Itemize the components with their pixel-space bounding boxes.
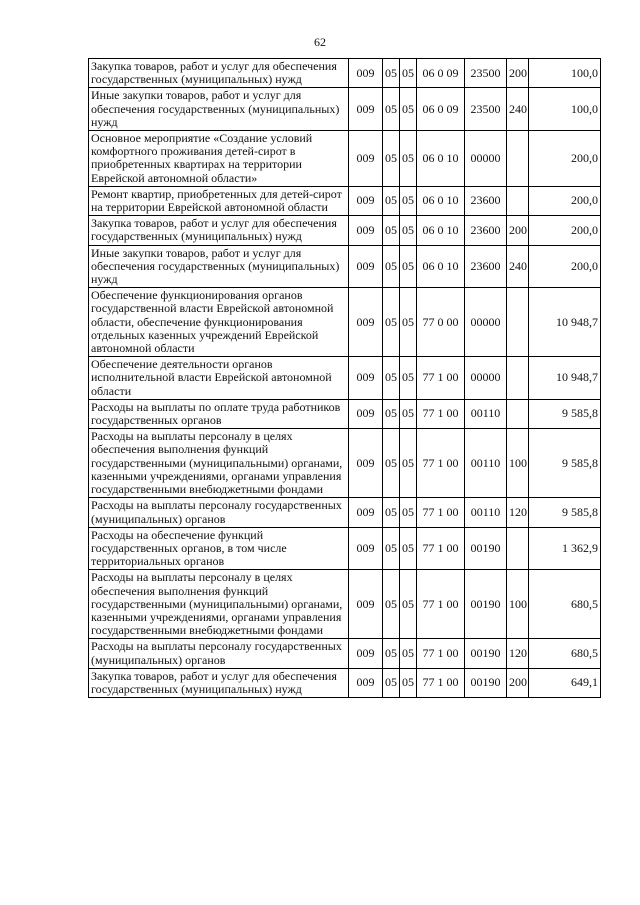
direction-code: 23500 [465,88,507,131]
ministry-code: 009 [349,186,383,215]
table-row [89,186,601,215]
row-name: Закупка товаров, работ и услуг для обеспечения государственных (муниципальных) нужд [89,216,349,245]
direction-code: 00190 [465,668,507,697]
subsection-code: 05 [400,216,417,245]
row-name: Обеспечение деятельности органов исполнительной власти Еврейской автономной области [89,357,349,400]
program-code: 77 1 00 [417,357,465,400]
table-row [89,639,601,668]
expense-type-code: 240 [507,88,529,131]
section-code: 05 [383,399,400,428]
subsection-code: 05 [400,668,417,697]
table-row [89,429,601,498]
amount: 1 362,9 [529,527,601,570]
direction-code: 00000 [465,357,507,400]
table-row [89,399,601,428]
section-code: 05 [383,288,400,357]
subsection-code: 05 [400,527,417,570]
ministry-code: 009 [349,527,383,570]
ministry-code: 009 [349,639,383,668]
program-code: 77 1 00 [417,527,465,570]
direction-code: 23600 [465,216,507,245]
program-code: 77 1 00 [417,639,465,668]
ministry-code: 009 [349,216,383,245]
table-row [89,357,601,400]
expense-type-code [507,131,529,187]
subsection-code: 05 [400,639,417,668]
subsection-code: 05 [400,131,417,187]
expense-type-code: 240 [507,245,529,288]
table-row [89,498,601,527]
section-code: 05 [383,357,400,400]
expense-type-code [507,186,529,215]
row-name: Расходы на выплаты персоналу в целях обеспечения выполнения функций государственными (муниципальными) органами, казенными учреждениями, органами управления государственными внебюджетными фондами [89,570,349,639]
amount: 680,5 [529,639,601,668]
subsection-code: 05 [400,186,417,215]
row-name: Закупка товаров, работ и услуг для обеспечения государственных (муниципальных) нужд [89,668,349,697]
section-code: 05 [383,216,400,245]
table-row [89,88,601,131]
table-row [89,570,601,639]
amount: 200,0 [529,186,601,215]
program-code: 06 0 10 [417,216,465,245]
row-name: Расходы на выплаты персоналу государственных (муниципальных) органов [89,639,349,668]
expense-type-code [507,399,529,428]
ministry-code: 009 [349,88,383,131]
section-code: 05 [383,668,400,697]
section-code: 05 [383,639,400,668]
amount: 200,0 [529,131,601,187]
amount: 649,1 [529,668,601,697]
expense-type-code: 200 [507,668,529,697]
direction-code: 23600 [465,186,507,215]
amount: 10 948,7 [529,288,601,357]
table-row [89,288,601,357]
ministry-code: 009 [349,498,383,527]
amount: 200,0 [529,216,601,245]
program-code: 77 1 00 [417,498,465,527]
direction-code: 00110 [465,399,507,428]
expense-type-code [507,527,529,570]
row-name: Расходы на выплаты персоналу государственных (муниципальных) органов [89,498,349,527]
amount: 100,0 [529,88,601,131]
direction-code: 00000 [465,288,507,357]
program-code: 06 0 10 [417,245,465,288]
direction-code: 00190 [465,570,507,639]
row-name: Иные закупки товаров, работ и услуг для обеспечения государственных (муниципальных) нужд [89,245,349,288]
row-name: Расходы на выплаты по оплате труда работников государственных органов [89,399,349,428]
table-row [89,668,601,697]
amount: 9 585,8 [529,429,601,498]
ministry-code: 009 [349,59,383,88]
program-code: 06 0 10 [417,131,465,187]
program-code: 77 1 00 [417,399,465,428]
program-code: 06 0 10 [417,186,465,215]
expense-type-code: 120 [507,498,529,527]
table-row [89,245,601,288]
subsection-code: 05 [400,498,417,527]
expense-type-code: 100 [507,570,529,639]
amount: 680,5 [529,570,601,639]
section-code: 05 [383,245,400,288]
table-row [89,216,601,245]
budget-table [88,58,601,698]
direction-code: 23500 [465,59,507,88]
amount: 9 585,8 [529,399,601,428]
ministry-code: 009 [349,357,383,400]
page-number: 62 [314,35,326,49]
section-code: 05 [383,429,400,498]
section-code: 05 [383,88,400,131]
direction-code: 00000 [465,131,507,187]
expense-type-code: 120 [507,639,529,668]
subsection-code: 05 [400,245,417,288]
amount: 10 948,7 [529,357,601,400]
expense-type-code: 200 [507,216,529,245]
direction-code: 00190 [465,639,507,668]
row-name: Закупка товаров, работ и услуг для обеспечения государственных (муниципальных) нужд [89,59,349,88]
row-name: Иные закупки товаров, работ и услуг для обеспечения государственных (муниципальных) нужд [89,88,349,131]
direction-code: 00110 [465,498,507,527]
program-code: 77 1 00 [417,429,465,498]
section-code: 05 [383,131,400,187]
row-name: Ремонт квартир, приобретенных для детей-сирот на территории Еврейской автономной области [89,186,349,215]
subsection-code: 05 [400,429,417,498]
amount: 100,0 [529,59,601,88]
expense-type-code [507,357,529,400]
budget-table-body [89,59,601,698]
ministry-code: 009 [349,668,383,697]
direction-code: 23600 [465,245,507,288]
section-code: 05 [383,570,400,639]
row-name: Основное мероприятие «Создание условий комфортного проживания детей-сирот в приобретенных квартирах на территории Еврейской автономной области» [89,131,349,187]
amount: 9 585,8 [529,498,601,527]
subsection-code: 05 [400,88,417,131]
amount: 200,0 [529,245,601,288]
ministry-code: 009 [349,399,383,428]
subsection-code: 05 [400,59,417,88]
ministry-code: 009 [349,570,383,639]
ministry-code: 009 [349,131,383,187]
program-code: 06 0 09 [417,88,465,131]
row-name: Расходы на выплаты персоналу в целях обеспечения выполнения функций государственными (муниципальными) органами, казенными учреждениями, органами управления государственными внебюджетными фондами [89,429,349,498]
expense-type-code: 100 [507,429,529,498]
subsection-code: 05 [400,357,417,400]
ministry-code: 009 [349,429,383,498]
section-code: 05 [383,527,400,570]
direction-code: 00190 [465,527,507,570]
subsection-code: 05 [400,570,417,639]
direction-code: 00110 [465,429,507,498]
program-code: 77 1 00 [417,570,465,639]
row-name: Обеспечение функционирования органов государственной власти Еврейской автономной области, обеспечение функционирования отдельных казенных учреждений Еврейской автономной области [89,288,349,357]
row-name: Расходы на обеспечение функций государственных органов, в том числе территориальных органов [89,527,349,570]
program-code: 77 0 00 [417,288,465,357]
program-code: 06 0 09 [417,59,465,88]
subsection-code: 05 [400,288,417,357]
ministry-code: 009 [349,245,383,288]
section-code: 05 [383,186,400,215]
expense-type-code [507,288,529,357]
table-row [89,527,601,570]
table-row [89,59,601,88]
program-code: 77 1 00 [417,668,465,697]
table-row [89,131,601,187]
section-code: 05 [383,59,400,88]
subsection-code: 05 [400,399,417,428]
expense-type-code: 200 [507,59,529,88]
ministry-code: 009 [349,288,383,357]
section-code: 05 [383,498,400,527]
